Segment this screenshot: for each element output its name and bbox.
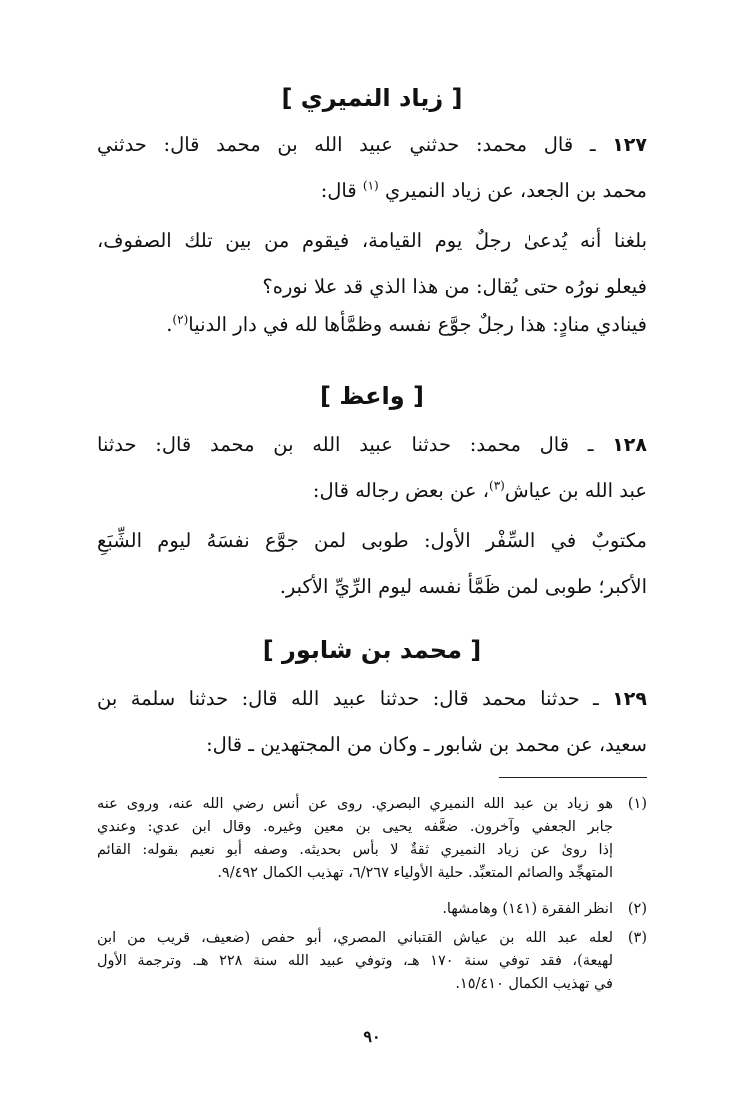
footnote-3 [97,927,647,996]
isnad-127-line-2: محمد بن الجعد، عن زياد النميري $^{(١)}$ قال: [320,178,647,202]
isnad-129-line-2: سعيد، عن محمد بن شابور ـ وكان من المجتهدين ـ قال: [206,733,647,756]
body-127 [97,218,647,310]
footnote-text: هو زياد بن عبد الله النميري البصري. روى عن أنس رضي الله عنه، وروى عنه جابر الجعفي وآخرون. ضعَّفه يحيى بن معين وغيره. وقال ابن عدي: وعندي إذا روىٰ عن زياد النميري ثقةٌ لا بأس بحديثه. وصفه أبو نعيم بقوله: القائم المتهجِّد والصائم المتعبِّد. حلية الأولياء ٦/٢٦٧، تهذيب الكمال ٩/٤٩٢. [97,796,613,881]
body-128 [97,518,647,610]
body-127-b [97,302,647,348]
footnote-1 [97,793,647,885]
body-127-line-1: بلغنا أنه يُدعىٰ رجلٌ يوم القيامة، فيقوم من بين تلك الصفوف، [97,229,647,252]
body-128-line-1: مكتوبٌ في السِّفْر الأول: طوبى لمن جوَّع نفسَهُ ليوم الشِّبَعِ [97,529,647,552]
paragraph-number: ١٢٧ [612,134,647,156]
isnad-127-line-1: ١٢٧ ـ قال محمد: حدثني عبيد الله بن محمد قال: حدثني [97,133,647,156]
section-title-shabur: [ محمد بن شابور ] [262,636,482,664]
footnote-separator [499,777,647,778]
book-page [97,0,647,1114]
paragraph-number: ١٢٨ [612,434,647,456]
footnote-marker: (٣) [627,930,647,946]
isnad-129-line-1: ١٢٩ ـ حدثنا محمد قال: حدثنا عبيد الله قال: حدثنا سلمة بن [97,687,647,710]
section-title-ziyad: [ زياد النميري ] [281,84,463,112]
body-127-b-line-1: فينادي منادٍ: هذا رجلٌ جوَّع نفسه وظمَّأها لله في دار الدنيا$^{(٢)}$. [166,312,647,336]
isnad-128 [97,422,647,514]
body-127-line-2: فيعلو نورُه حتى يُقال: من هذا الذي قد علا نوره؟ [262,275,647,298]
footnote-2 [97,898,647,921]
footnote-ref[interactable]: (٣) [489,478,505,493]
section-title-waiz: [ واعظ ] [320,382,424,410]
footnote-ref[interactable]: (٢) [172,312,189,327]
isnad-128-line-1: ١٢٨ ـ قال محمد: حدثنا عبيد الله بن محمد قال: حدثنا [97,433,647,456]
footnote-text: لعله عبد الله بن عياش القتباني المصري، أبو حفص (ضعيف، قريب من ابن لهيعة)، فقد توفي سنة ١٧٠ هـ، وتوفي عبيد الله سنة ٢٢٨ هـ. وترجمة الأول في تهذيب الكمال ١٥/٤١٠. [97,930,613,992]
paragraph-number: ١٢٩ [612,688,647,710]
footnote-marker: (٢) [627,901,647,917]
isnad-129 [97,676,647,768]
body-128-line-2: الأكبر؛ طوبى لمن ظَمَّأ نفسه ليوم الرِّيِّ الأكبر. [279,575,647,598]
isnad-128-line-2: عبد الله بن عياش$^{(٣)}$، عن بعض رجاله قال: [312,478,647,502]
page-number: ٩٠ [363,1027,381,1046]
footnote-ref[interactable]: (١) [362,178,379,193]
isnad-127 [97,122,647,214]
footnote-text: انظر الفقرة (١٤١) وهامشها. [442,901,613,917]
footnote-marker: (١) [627,796,647,812]
